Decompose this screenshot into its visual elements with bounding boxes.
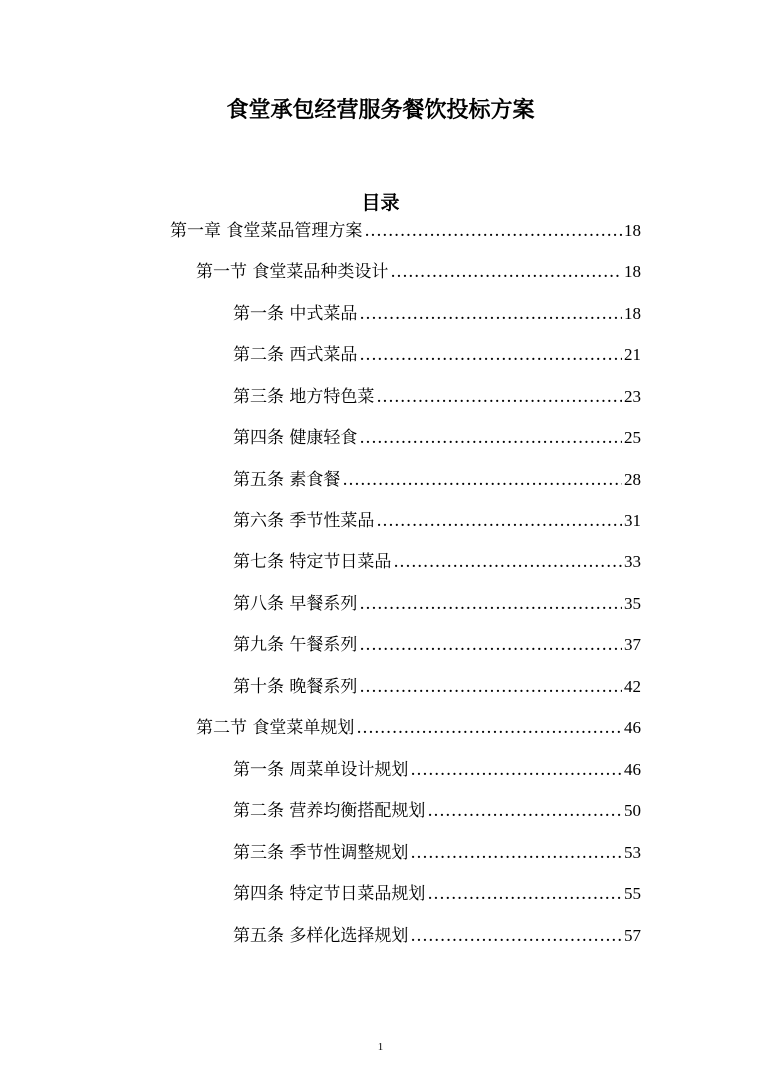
toc-entry-page: 23 <box>624 387 641 406</box>
toc-entry-label: 第九条 午餐系列 <box>233 635 358 655</box>
toc-entry-page: 50 <box>624 801 641 820</box>
toc-entry-page: 53 <box>624 843 641 862</box>
dot-leader <box>410 757 622 783</box>
toc-entry-label: 第一章 食堂菜品管理方案 <box>170 221 363 241</box>
toc-entry-article[interactable] <box>233 923 641 949</box>
toc-entry-label: 第五条 素食餐 <box>233 470 341 490</box>
toc-entry-label: 第十条 晚餐系列 <box>233 677 358 697</box>
toc-entry-page: 18 <box>624 221 641 240</box>
toc-entry-label: 第二节 食堂菜单规划 <box>196 718 355 738</box>
toc-entry-article[interactable] <box>233 840 641 866</box>
toc-entry-article[interactable] <box>233 798 641 824</box>
dot-leader <box>427 798 622 824</box>
dot-leader <box>356 715 622 741</box>
toc-entry-page: 33 <box>624 552 641 571</box>
toc-entry-section-2[interactable] <box>196 715 641 741</box>
dot-leader <box>359 632 622 658</box>
dot-leader <box>427 881 622 907</box>
toc-entry-label: 第六条 季节性菜品 <box>233 511 375 531</box>
toc-entry-label: 第七条 特定节日菜品 <box>233 552 392 572</box>
toc-entry-page: 25 <box>624 428 641 447</box>
toc-entry-page: 46 <box>624 760 641 779</box>
toc-entry-article[interactable] <box>233 467 641 493</box>
toc-entry-section-1[interactable] <box>196 259 641 285</box>
toc-entry-page: 21 <box>624 345 641 364</box>
toc-entry-page: 35 <box>624 594 641 613</box>
toc-entry-article[interactable] <box>233 674 641 700</box>
dot-leader <box>359 342 622 368</box>
toc-entry-article[interactable] <box>233 425 641 451</box>
toc-entry-label: 第二条 营养均衡搭配规划 <box>233 801 426 821</box>
dot-leader <box>410 923 622 949</box>
toc-entry-article[interactable] <box>233 632 641 658</box>
toc-entry-label: 第三条 季节性调整规划 <box>233 843 409 863</box>
toc-entry-page: 28 <box>624 470 641 489</box>
toc-entry-page: 42 <box>624 677 641 696</box>
toc-entry-article[interactable] <box>233 508 641 534</box>
toc-entry-article[interactable] <box>233 549 641 575</box>
dot-leader <box>390 259 622 285</box>
toc-entry-article[interactable] <box>233 591 641 617</box>
dot-leader <box>410 840 622 866</box>
toc-entry-page: 55 <box>624 884 641 903</box>
dot-leader <box>376 508 622 534</box>
toc-entry-label: 第三条 地方特色菜 <box>233 387 375 407</box>
document-title: 食堂承包经营服务餐饮投标方案 <box>226 98 535 123</box>
toc-entry-page: 37 <box>624 635 641 654</box>
toc-entry-page: 46 <box>624 718 641 737</box>
toc-entry-label: 第五条 多样化选择规划 <box>233 926 409 946</box>
toc-entry-article[interactable] <box>233 881 641 907</box>
toc-entry-article[interactable] <box>233 757 641 783</box>
dot-leader <box>359 674 622 700</box>
dot-leader <box>342 467 622 493</box>
toc-entry-page: 57 <box>624 926 641 945</box>
toc-entry-label: 第八条 早餐系列 <box>233 594 358 614</box>
toc-entry-page: 18 <box>624 262 641 281</box>
dot-leader <box>393 549 622 575</box>
dot-leader <box>364 218 622 244</box>
toc-entry-article[interactable] <box>233 301 641 327</box>
page-number: 1 <box>377 1041 384 1053</box>
toc-entry-label: 第一条 中式菜品 <box>233 304 358 324</box>
toc-entry-label: 第四条 健康轻食 <box>233 428 358 448</box>
dot-leader <box>359 425 622 451</box>
dot-leader <box>376 384 622 410</box>
toc-entry-chapter-1[interactable] <box>170 218 641 244</box>
toc-entry-label: 第四条 特定节日菜品规划 <box>233 884 426 904</box>
toc-entry-label: 第二条 西式菜品 <box>233 345 358 365</box>
toc-entry-article[interactable] <box>233 384 641 410</box>
toc-entry-article[interactable] <box>233 342 641 368</box>
dot-leader <box>359 301 622 327</box>
toc-heading: 目录 <box>361 192 400 214</box>
dot-leader <box>359 591 622 617</box>
toc-entry-page: 18 <box>624 304 641 323</box>
toc-entry-label: 第一节 食堂菜品种类设计 <box>196 262 389 282</box>
toc-entry-label: 第一条 周菜单设计规划 <box>233 760 409 780</box>
toc-entry-page: 31 <box>624 511 641 530</box>
